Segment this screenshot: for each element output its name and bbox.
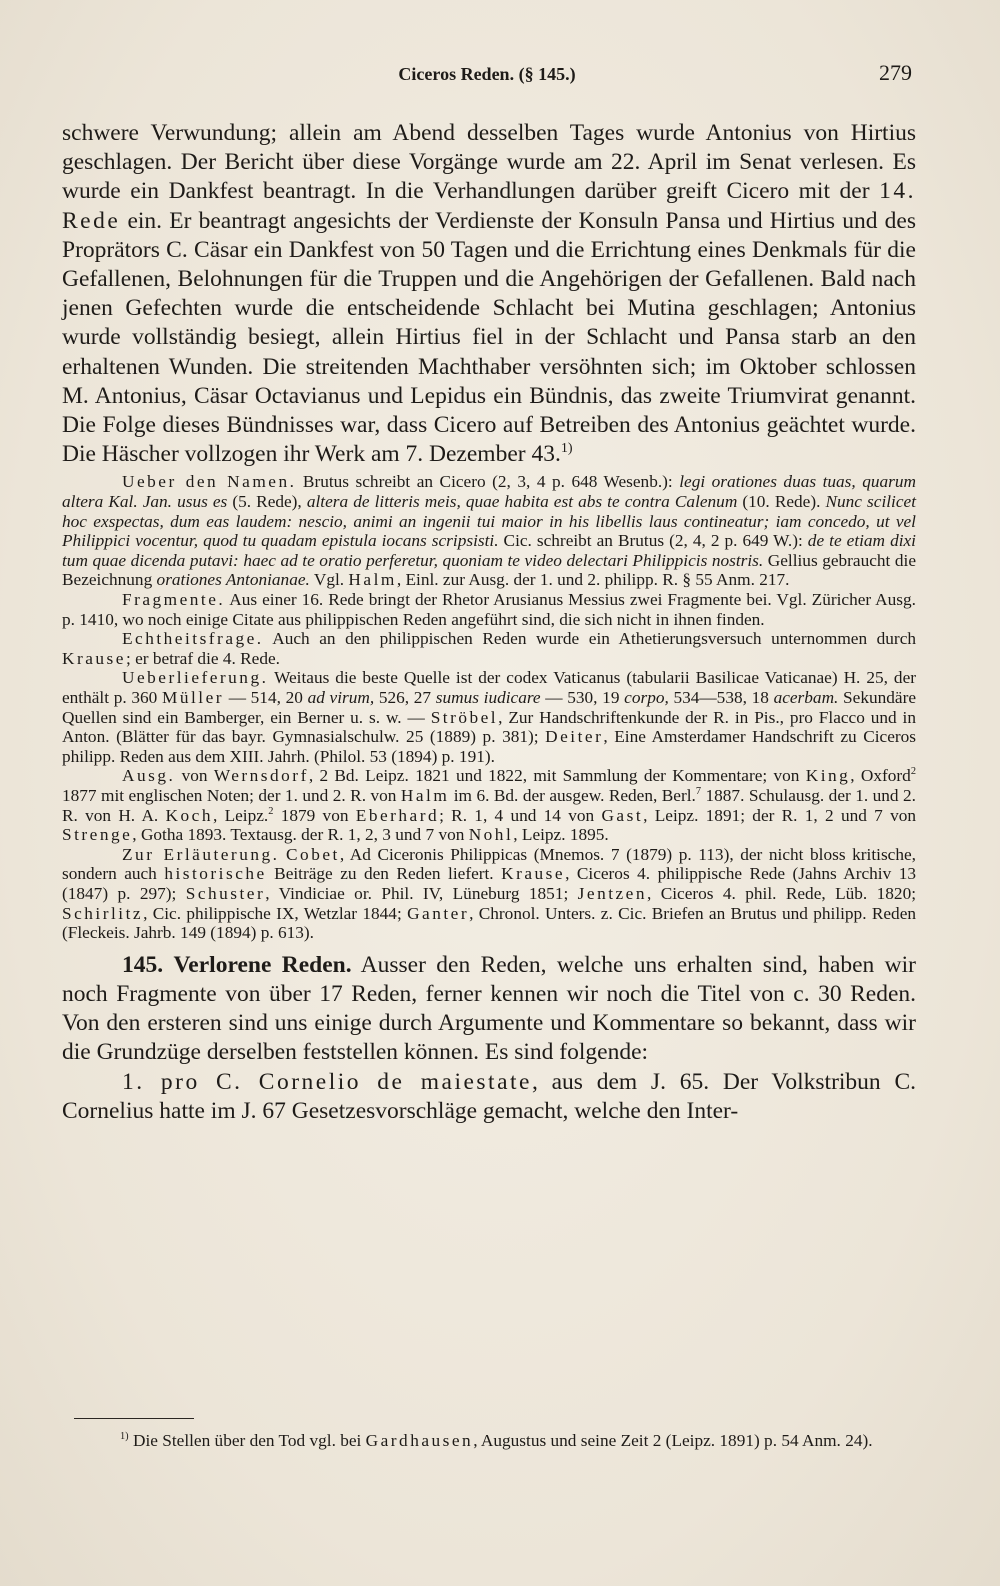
body-text — [62, 119, 916, 1126]
text-run: ein. Er beantragt angesichts der Verdienste der Konsuln Pansa und Hirtius und des Proprätors C. Cäsar ein Dankfest von 50 Tagen und die Errichtung eines Denkmals für die Gefallenen, Belohnungen für die Truppen und die Angehörigen der Gefallenen. Bald nach jenen Gefechten wurde die entscheidende Schlacht bei Mutina geschlagen; Antonius wurde vollständig besiegt, allein Hirtius fiel in der Schlacht und Pansa starb an den erhaltenen Wunden. Die streitenden Machthaber versöhnten sich; im Oktober schlossen M. Antonius, Cäsar Octavianus und Lepidus ein Bündnis, das zweite Triumvirat genannt. Die Folge dieses Bündnisses war, dass Cicero auf Betreiben des Antonius geächtet wurde. Die Häscher vollzogen ihr Werk am 7. Dezember 43. — [62, 207, 916, 468]
note-names — [62, 472, 916, 590]
author-name: King — [805, 766, 851, 786]
footnote-marker: 1) — [120, 1431, 129, 1443]
text-run: Beiträge zu den Reden liefert. — [266, 864, 502, 884]
text-run: , Oxford — [850, 766, 911, 786]
note-heading: Ausg. — [122, 766, 176, 786]
text-run: , Eine Amsterdamer Handschrift zu Ciceros philipp. Reden aus dem XIII. Jahrh. (Philol. 53 (1894) p. 191). — [62, 727, 916, 766]
author-name: Cobet — [286, 844, 340, 864]
author-name: Krause — [62, 648, 126, 668]
text-run: im 6. Bd. der ausgew. Reden, Berl. — [449, 785, 696, 805]
text-run: 1877 mit englischen Noten; der 1. und 2. R. von — [62, 785, 401, 805]
text-run: 1879 von — [273, 805, 356, 825]
text-run: Cic. schreibt an Brutus (2, 4, 2 p. 649 W.): — [498, 531, 808, 551]
note-heading: Echtheitsfrage. — [122, 629, 264, 649]
latin-quote: acerbam. — [773, 687, 839, 707]
text-run: , Ad Ciceronis Philippicas (Mnemos. 7 (1879) p. 113), der nicht bloss kritische, sondern auch — [62, 844, 916, 884]
author-name: Ganter — [407, 903, 470, 923]
author-name: Krause — [501, 864, 566, 884]
text-run: Gellius gebraucht die Bezeichnung — [62, 550, 916, 590]
latin-quote: legi orationes duas tuas, quarum altera Kal. Jan. usus es — [62, 472, 916, 512]
author-name: Halm — [348, 570, 397, 590]
author-name: Jentzen — [577, 883, 647, 903]
latin-quote: altera de litteris meis, quae habita est abs te contra Calenum — [306, 492, 738, 512]
latin-quote: corpo, — [624, 687, 669, 707]
note-tradition — [62, 668, 916, 766]
text-run: , Cic. philippische IX, Wetzlar 1844; — [143, 903, 408, 923]
text-run: , Leipz. 1895. — [513, 825, 609, 845]
text-run: Die Stellen über den Tod vgl. bei — [128, 1431, 366, 1450]
text-run: 534—538, 18 — [668, 687, 774, 707]
text-run: — 530, 19 — [540, 687, 625, 707]
text-run: Auch an den philippischen Reden wurde ein Athetierungsversuch unternommen durch — [263, 629, 916, 649]
main-paragraph — [62, 119, 916, 469]
author-name: Halm — [400, 785, 450, 805]
text-run: , Zur Handschriftenkunde der R. in Pis., pro Flacco und in Anton. (Blätter für das bayr. Gymnasialschulw. 25 (1889) p. 381); — [62, 707, 916, 747]
text-run: 526, 27 — [374, 687, 436, 707]
edition-superscript: 2 — [910, 766, 916, 778]
note-heading: Ueber den Namen. — [122, 472, 297, 492]
author-name: Ströbel — [430, 707, 499, 727]
latin-quote: sumus iudicare — [435, 687, 541, 707]
latin-quote: orationes Antonianae. — [156, 570, 310, 590]
list-item-1 — [62, 1068, 916, 1126]
text-run: , Leipz. — [212, 805, 269, 825]
author-name: Nohl — [468, 825, 514, 845]
author-name: Müller — [161, 687, 225, 707]
author-name: Eberhard — [355, 805, 440, 825]
running-head: Ciceros Reden. (§ 145.) — [398, 64, 576, 84]
author-name: Strenge — [62, 825, 133, 845]
text-run: , Gotha 1893. Textausg. der R. 1, 2, 3 und 7 von — [132, 825, 469, 845]
section-title: Verlorene Reden. — [173, 951, 352, 978]
author-name: Schuster — [185, 883, 266, 903]
text-run: Weitaus die beste Quelle ist der codex Vaticanus (tabularii Basilicae Vaticanae) H. 25, der enthält p. 360 — [62, 668, 916, 707]
footnote-divider — [74, 1418, 194, 1419]
text-run: , Vindiciae or. Phil. IV, Lüneburg 1851; — [265, 883, 578, 903]
text-run: von — [175, 766, 214, 786]
text-run: , Chronol. Unters. z. Cic. Briefen an Brutus und philipp. Reden (Fleckeis. Jahrb. 149 (1894) p. 613). — [62, 903, 917, 943]
spaced-term: 14. Rede — [62, 178, 916, 234]
text-run: , aus dem J. 65. Der Volkstribun C. Cornelius hatte im J. 67 Gesetzesvorschläge gemacht, welche den Inter- — [62, 1068, 916, 1124]
note-fragments — [62, 590, 916, 629]
note-heading: Zur Erläuterung. — [122, 844, 280, 864]
text-run: Sekundäre Quellen sind ein Bamberger, ein Berner u. s. w. — — [62, 687, 916, 727]
text-run: ; er betraf die 4. Rede. — [125, 648, 280, 668]
text-run: Vgl. — [309, 570, 349, 590]
footnote-reference: 1) — [560, 440, 573, 457]
text-run: 1887. Schulausg. der 1. und 2. R. von H. A. — [62, 785, 916, 825]
text-run: Aus einer 16. Rede bringt der Rhetor Arusianus Messius zwei Fragmente bei. Vgl. Züricher Ausg. p. 1410, wo noch einige Citate aus philippischen Reden angeführt sind, die sich nicht in ihnen finden. — [62, 590, 916, 629]
text-run: , Ciceros 4. phil. Rede, Lüb. 1820; — [647, 883, 917, 903]
text-run: , Leipz. 1891; der R. 1, 2 und 7 von — [643, 805, 916, 825]
latin-quote: de te etiam dixi tum quae dicenda putavi: haec ad te oratio perferetur, quoniam te video delectari Philippicis nostris. — [62, 531, 916, 570]
edition-superscript: 7 — [695, 786, 702, 798]
section-145 — [62, 951, 916, 1068]
text-run: Ausser den Reden, welche uns erhalten sind, haben wir noch Fragmente von über 17 Reden, ferner kennen wir noch die Titel von c. 30 Reden. Von den ersteren sind uns einige durch Argumente und Kommentare so bekannt, dass wir die Grundzüge derselben feststellen können. Es sind folgende: — [62, 951, 916, 1066]
note-heading: Fragmente. — [122, 590, 226, 609]
text-run: , Einl. zur Ausg. der 1. und 2. philipp. R. § 55 Anm. 217. — [396, 570, 790, 590]
author-name: Wernsdorf — [213, 766, 309, 786]
text-run: — 514, 20 — [224, 687, 308, 707]
text-run: (5. Rede), — [227, 492, 307, 512]
footnote — [74, 1430, 916, 1452]
latin-quote: Nunc scilicet hoc exspectas, dum eas laudem: nescio, animi an ingenii tui maior in his libellis laus contineatur; iam concedo, ut vel Philippici vocentur, quod tu quadam epistula iocans scripsisti. — [62, 492, 916, 551]
note-heading: Ueberlieferung. — [122, 668, 269, 688]
page-header — [62, 60, 912, 90]
note-commentary — [62, 845, 916, 943]
speech-title: 1. pro C. Cornelio de maiestate — [122, 1068, 532, 1095]
section-number: 145. — [122, 951, 164, 978]
text-run: ; R. 1, 4 und 14 von — [439, 805, 602, 825]
author-name: Koch — [165, 805, 213, 825]
text-run: schwere Verwundung; allein am Abend desselben Tages wurde Antonius von Hirtius geschlagen. Der Bericht über diese Vorgänge wurde am 22. April im Senat verlesen. Es wurde ein Dankfest beantragt. In die Verhandlungen darüber greift Cicero mit der — [62, 120, 916, 205]
author-name: Deiter — [545, 727, 604, 747]
text-run: Brutus schreibt an Cicero (2, 3, 4 p. 648 Wesenb.): — [296, 472, 680, 492]
page-number: 279 — [879, 60, 912, 85]
note-authenticity — [62, 629, 916, 668]
author-name: Gardhausen — [365, 1431, 474, 1450]
author-name: Schirlitz — [62, 903, 144, 923]
text-run: , Ciceros 4. philippische Rede (Jahns Archiv 13 (1847) p. 297); — [62, 864, 916, 903]
latin-quote: ad virum, — [307, 687, 375, 707]
text-run: , Augustus und seine Zeit 2 (Leipz. 1891) p. 54 Anm. 24). — [473, 1431, 873, 1450]
note-editions — [62, 766, 916, 844]
edition-superscript: 2 — [268, 805, 274, 817]
emphasis: historische — [164, 864, 267, 884]
text-run: (10. Rede). — [737, 492, 826, 512]
text-run: , 2 Bd. Leipz. 1821 und 1822, mit Sammlung der Kommentare; von — [308, 766, 806, 786]
author-name: Gast — [601, 805, 644, 825]
